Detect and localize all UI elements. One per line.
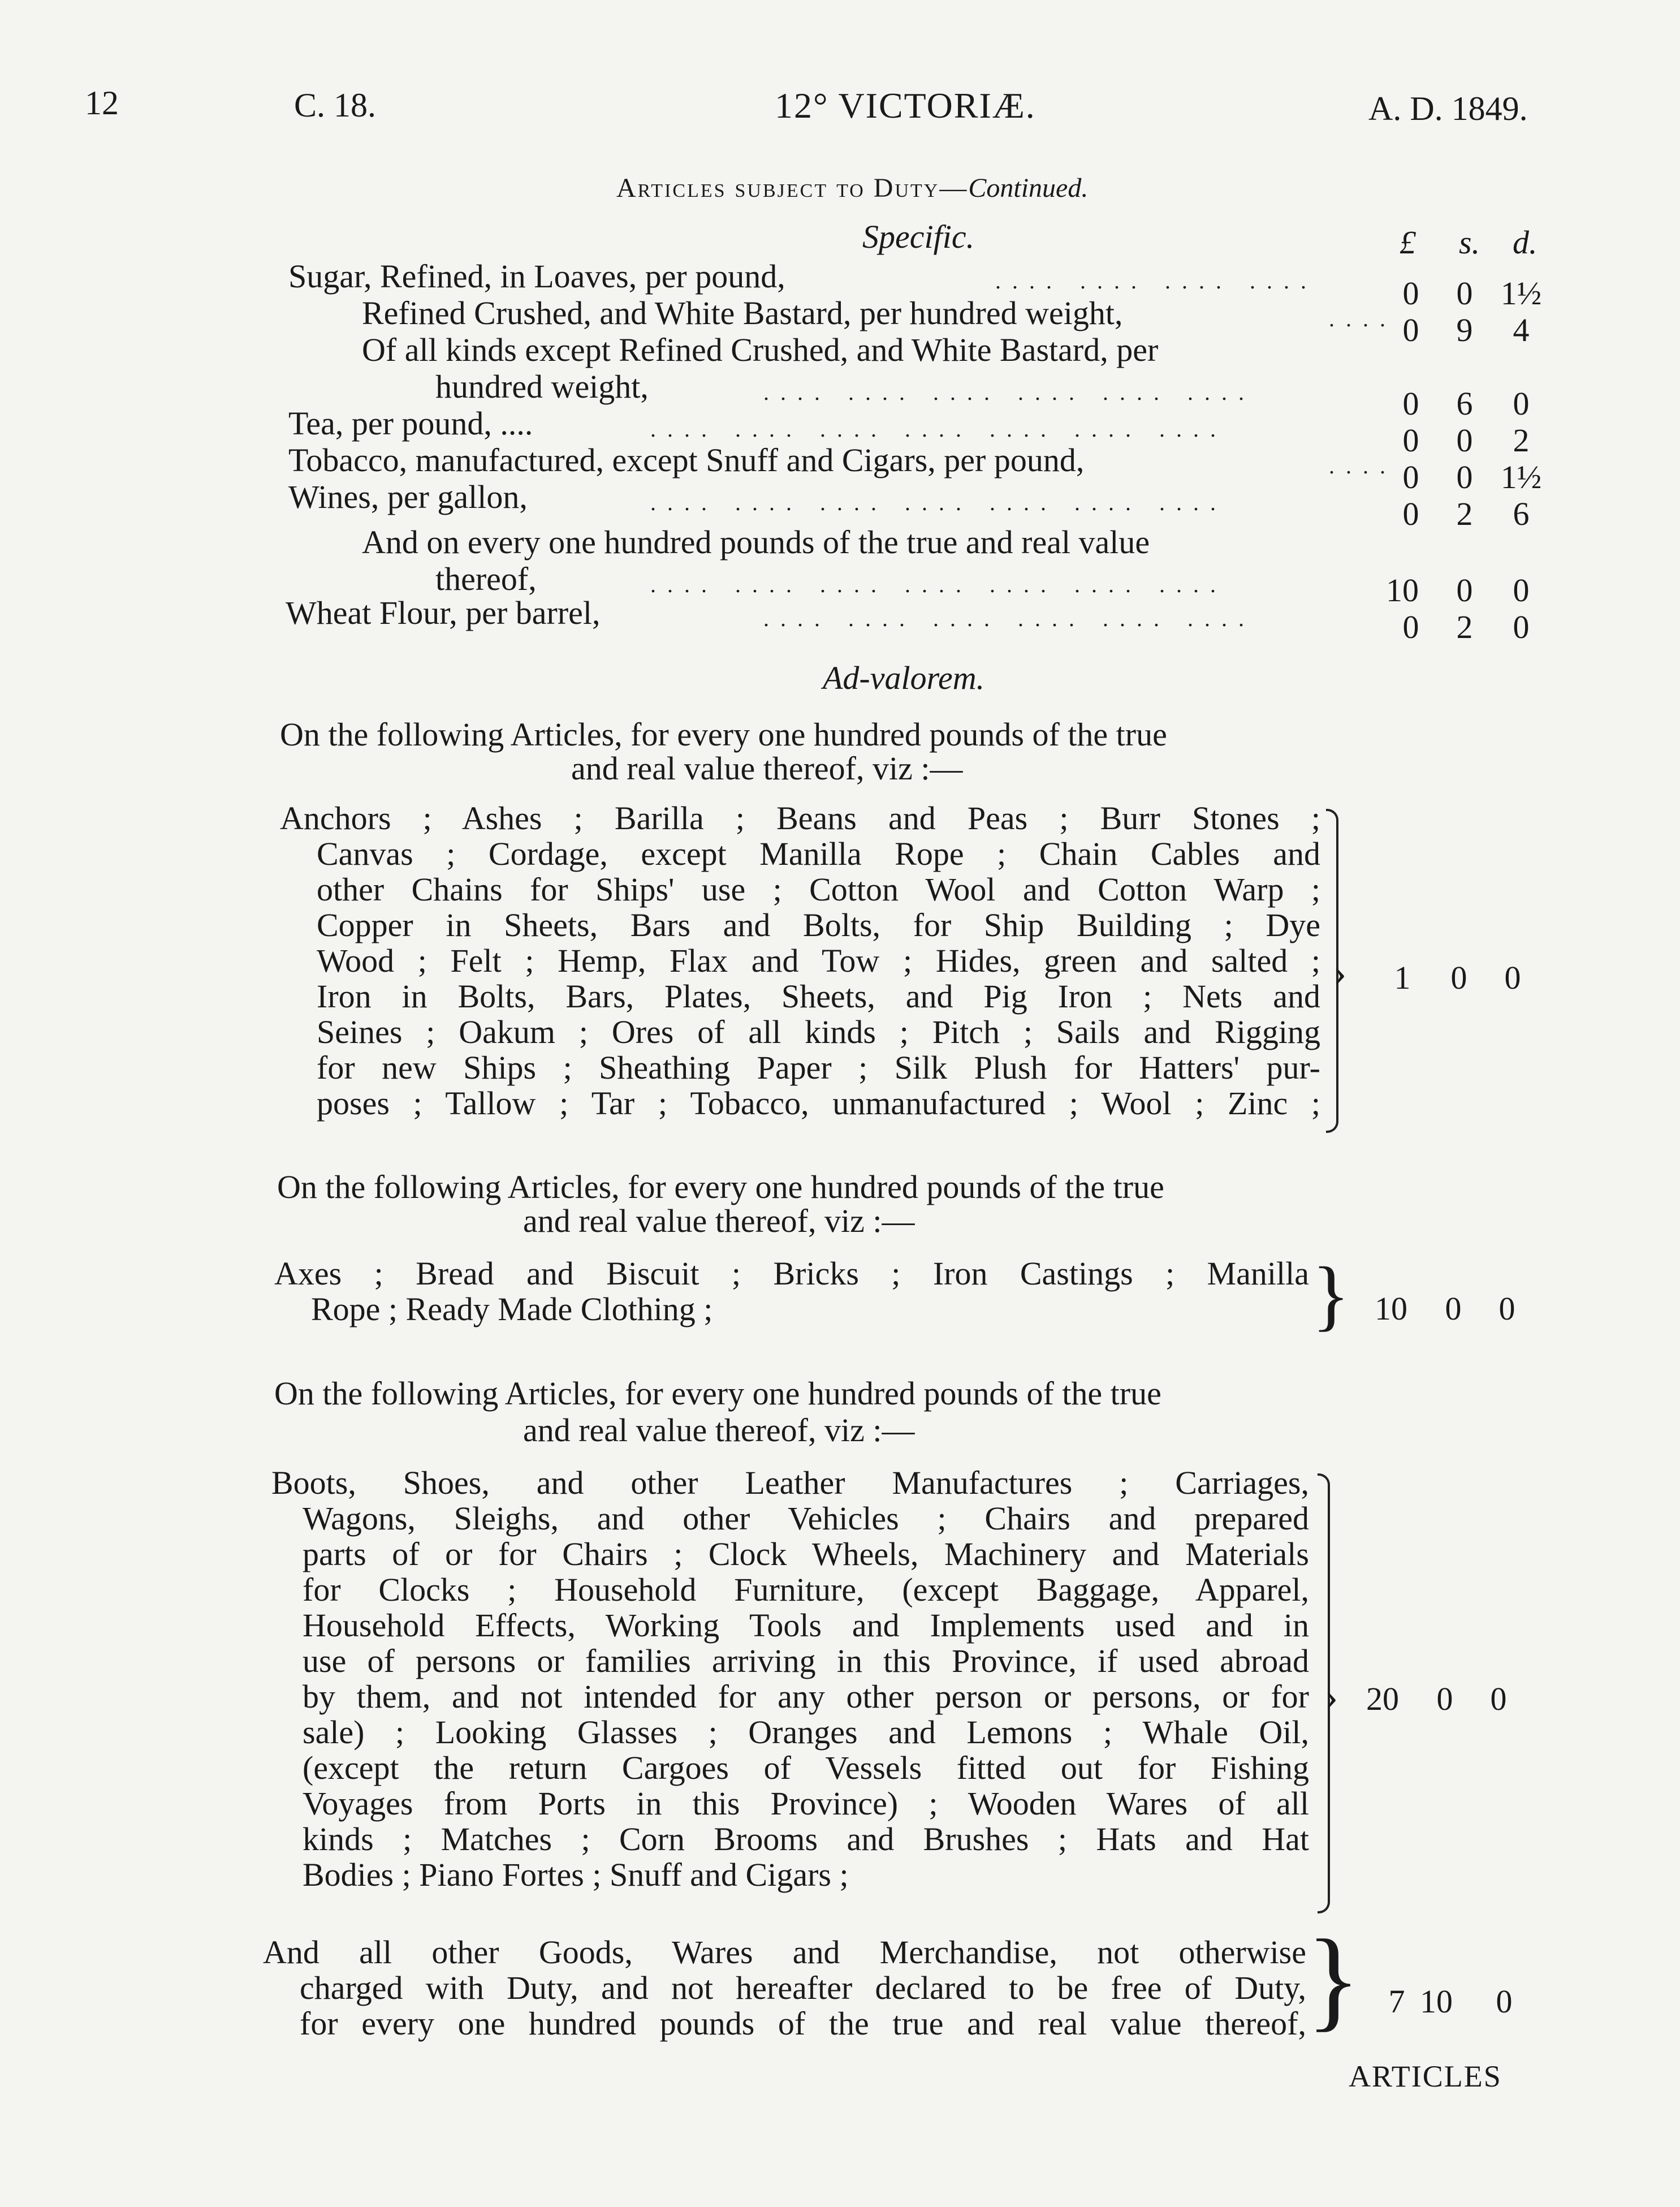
amount-pence: 6 [1513,495,1530,532]
amount-pence: 1½ [1500,459,1542,495]
amount-pounds: 0 [1402,385,1419,422]
article-line: for Clocks ; Household Furniture, (except Baggage, Apparel, [303,1571,1309,1608]
article-line: Axes ; Bread and Biscuit ; Bricks ; Iron Castings ; Manilla [274,1255,1309,1292]
leader-dots: .... .... .... .... .... .... .... [650,490,1227,515]
leader-dots: .... [1329,453,1397,479]
intro-line: and real value thereof, viz :— [571,750,963,787]
chapter-number: C. 18. [294,87,377,124]
amount-pounds: 7 [1388,1983,1405,2020]
article-line: And all other Goods, Wares and Merchandise, not otherwise [263,1934,1306,1971]
amount-shillings: 0 [1456,572,1473,609]
article-line: other Chains for Ships' use ; Cotton Wool and Cotton Warp ; [317,871,1320,908]
amount-pounds: 0 [1402,609,1419,645]
amount-shillings: 0 [1456,275,1473,312]
amount-pence: 0 [1496,1983,1513,2020]
column-pound: £ [1400,224,1416,261]
amount-pence: 0 [1490,1680,1507,1717]
amount-pounds: 0 [1402,422,1419,459]
section-heading-text: Articles subject to Duty— [616,173,969,203]
article-line: Boots, Shoes, and other Leather Manufactures ; Carriages, [271,1464,1309,1501]
amount-shillings: 9 [1456,312,1473,348]
table-row-text: Tea, per pound, .... [288,405,533,442]
intro-line: On the following Articles, for every one hundred pounds of the true [274,1375,1161,1412]
amount-shillings: 6 [1456,385,1473,422]
amount-pounds: 10 [1375,1290,1407,1327]
page-number: 12 [85,84,119,122]
section-heading [616,173,1088,204]
amount-shillings: 0 [1436,1680,1453,1717]
article-line: Household Effects, Working Tools and Implements used and in [303,1607,1309,1644]
brace: } [1306,1917,1361,2042]
year: A. D. 1849. [1368,90,1528,127]
article-group-4 [263,1934,1306,2041]
leader-dots: .... .... .... .... .... .... .... [650,572,1227,597]
amount-pounds: 20 [1366,1680,1399,1717]
article-line: Bodies ; Piano Fortes ; Snuff and Cigars ; [303,1856,849,1893]
article-line: Wagons, Sleighs, and other Vehicles ; Chairs and prepared [303,1500,1309,1537]
table-row-text: Wheat Flour, per barrel, [286,594,601,631]
table-row-text: Refined Crushed, and White Bastard, per hundred weight, [362,295,1123,331]
table-row-text: Tobacco, manufactured, except Snuff and Cigars, per pound, [288,442,1085,479]
amount-pence: 4 [1513,312,1530,348]
table-row-text: Of all kinds except Refined Crushed, and White Bastard, per [362,331,1159,368]
article-line: for new Ships ; Sheathing Paper ; Silk Plush for Hatters' pur- [317,1049,1320,1086]
column-pence: d. [1513,224,1538,261]
amount-pence: 0 [1513,572,1530,609]
table-row-text: And on every one hundred pounds of the true and real value [362,524,1150,561]
article-group-1 [280,800,1320,1121]
article-line: use of persons or families arriving in this Province, if used abroad [303,1643,1309,1679]
leader-dots: .... .... .... .... [995,268,1318,294]
table-row-text: Sugar, Refined, in Loaves, per pound, [288,258,785,295]
amount-pounds: 0 [1402,459,1419,495]
amount-pounds: 0 [1402,495,1419,532]
leader-dots: .... [1329,306,1397,331]
leader-dots: .... .... .... .... .... .... .... [650,416,1227,442]
leader-dots: .... .... .... .... .... .... [763,606,1255,631]
amount-shillings: 0 [1456,422,1473,459]
article-line: charged with Duty, and not hereafter declared to be free of Duty, [300,1969,1306,2006]
intro-line: and real value thereof, viz :— [523,1202,915,1239]
table-row-text: thereof, [435,561,537,597]
amount-shillings: 0 [1445,1290,1462,1327]
intro-line: On the following Articles, for every one hundred pounds of the true [277,1169,1164,1205]
article-line: Iron in Bolts, Bars, Plates, Sheets, and Pig Iron ; Nets and [317,978,1320,1015]
table-row-text: hundred weight, [435,368,649,405]
leader-dots: .... .... .... .... .... .... [763,380,1255,405]
amount-pounds: 0 [1402,312,1419,348]
article-line: poses ; Tallow ; Tar ; Tobacco, unmanufactured ; Wool ; Zinc ; [317,1085,1320,1122]
amount-shillings: 10 [1420,1983,1453,2020]
table-row-text: Wines, per gallon, [288,479,528,515]
amount-pence: 2 [1513,422,1530,459]
brace-point: › [1325,1675,1338,1718]
article-line: kinds ; Matches ; Corn Brooms and Brushes ; Hats and Hat [303,1821,1309,1857]
article-line: Seines ; Oakum ; Ores of all kinds ; Pitch ; Sails and Rigging [317,1014,1320,1050]
article-line: sale) ; Looking Glasses ; Oranges and Lemons ; Whale Oil, [303,1714,1309,1751]
article-line: Canvas ; Cordage, except Manilla Rope ; Chain Cables and [317,835,1320,872]
amount-pence: 0 [1498,1290,1515,1327]
article-line: Wood ; Felt ; Hemp, Flax and Tow ; Hides, green and salted ; [317,942,1320,979]
article-line: Anchors ; Ashes ; Barilla ; Beans and Peas ; Burr Stones ; [280,800,1320,837]
article-line: by them, and not intended for any other person or persons, or for [303,1678,1309,1715]
intro-line: On the following Articles, for every one hundred pounds of the true [280,716,1167,753]
amount-shillings: 2 [1456,609,1473,645]
column-shilling: s. [1459,224,1480,261]
amount-pence: 0 [1504,959,1521,996]
specific-heading: Specific. [862,218,975,255]
amount-pounds: 0 [1402,275,1419,312]
catchword: ARTICLES [1349,2059,1502,2093]
amount-pence: 0 [1513,385,1530,422]
amount-shillings: 0 [1456,459,1473,495]
brace: } [1312,1251,1350,1339]
amount-pence: 0 [1513,609,1530,645]
amount-pounds: 10 [1386,572,1419,609]
amount-shillings: 0 [1450,959,1467,996]
intro-line: and real value thereof, viz :— [523,1412,915,1449]
amount-pounds: 1 [1394,959,1411,996]
section-heading-continued: Continued. [968,173,1089,203]
article-group-3 [271,1465,1309,1893]
article-line: (except the return Cargoes of Vessels fitted out for Fishing [303,1749,1309,1786]
page-title: 12° VICTORIÆ. [775,85,1036,126]
article-line: parts of or for Chairs ; Clock Wheels, Machinery and Materials [303,1536,1309,1572]
article-line: Voyages from Ports in this Province) ; Wooden Wares of all [303,1785,1309,1822]
brace-point: › [1333,951,1347,994]
article-line: Copper in Sheets, Bars and Bolts, for Ship Building ; Dye [317,907,1320,943]
advalorem-heading: Ad-valorem. [823,659,985,696]
amount-pence: 1½ [1500,275,1542,312]
article-line: Rope ; Ready Made Clothing ; [311,1291,713,1327]
article-line: for every one hundred pounds of the true and real value thereof, [300,2005,1306,2042]
article-group-2 [274,1256,1309,1327]
amount-shillings: 2 [1456,495,1473,532]
